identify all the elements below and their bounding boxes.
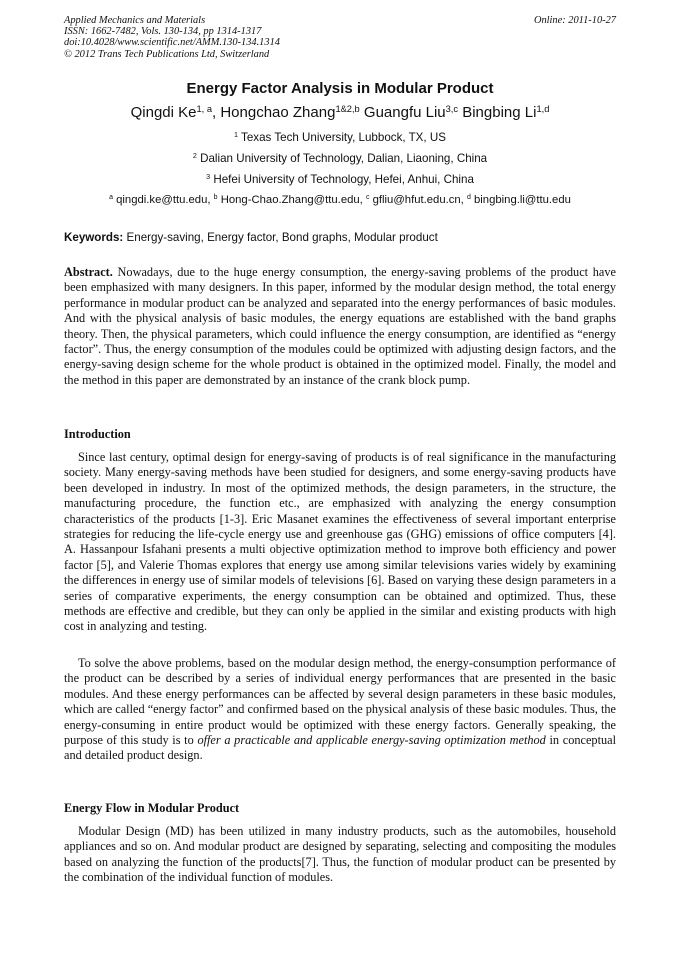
- doi-line: doi:10.4028/www.scientific.net/AMM.130-134.1314: [64, 37, 280, 49]
- affiliation: [64, 152, 616, 165]
- author-list: Qingdi Ke$^{1, a}$, Hongchao Zhang$^{1\&2,b}$ Guangfu Liu$^{3,c}$ Bingbing Li$^{1,d}$: [130, 103, 550, 121]
- abstract-label: Abstract.: [64, 265, 113, 279]
- abstract-paragraph: [64, 265, 616, 388]
- email-address: bingbing.li@ttu.edu: [474, 194, 571, 206]
- email-address: qingdi.ke@ttu.edu,: [116, 194, 211, 206]
- energy-flow-paragraph-1: Modular Design (MD) has been utilized in many industry products, such as the automobiles, household appliances and so on. And modular product are designed by separating, selecting and compositing the modules based on analyzing the function of the products[7]. Thus, the function of modular product can be presented by the combination of the individual function of modules.: [64, 824, 616, 885]
- affiliation: [64, 173, 616, 186]
- author-name: Qingdi Ke: [130, 104, 197, 121]
- affiliation-text: Dalian University of Technology, Dalian, Liaoning, China: [200, 152, 488, 165]
- author-superscript: 1,d: [536, 103, 550, 114]
- affiliation-text: Hefei University of Technology, Hefei, Anhui, China: [213, 173, 474, 186]
- email-superscript: d: [466, 194, 471, 202]
- keywords-line: [64, 231, 616, 244]
- paragraph-text: To solve the above problems, based on the modular design method, the energy-consumption performance of the product can be described by a series of individual energy performances that are presented in the basic modules. And these energy performances can be affected by several design parameters in these basic modules, which are called “energy factor” and confirmed based on the physical analysis of these basic modules. Thus, the energy-consuming in entire product would be optimized with these energy factors. Generally speaking, the purpose of this study is to: [64, 656, 616, 748]
- email-address: Hong-Chao.Zhang@ttu.edu,: [220, 194, 363, 206]
- email-address: gfliu@hfut.edu.cn,: [372, 194, 464, 206]
- affiliation-superscript: 1: [234, 130, 239, 140]
- author-name: Bingbing Li: [462, 104, 537, 121]
- paragraph-text: in conceptual and detailed product design.: [64, 733, 617, 763]
- affiliation-superscript: 3: [206, 172, 211, 182]
- email-superscript: a: [109, 194, 113, 202]
- author-superscript: 1, a: [196, 103, 212, 114]
- keywords-label: Keywords:: [64, 231, 124, 244]
- online-date: Online: 2011-10-27: [533, 15, 616, 26]
- email-superscript: c: [365, 194, 370, 202]
- email-superscript: b: [213, 194, 218, 202]
- introduction-heading: Introduction: [64, 427, 131, 441]
- journal-name: Applied Mechanics and Materials: [64, 15, 206, 26]
- introduction-paragraph-2: [64, 656, 616, 764]
- keywords-text: Energy-saving, Energy factor, Bond graphs, Modular product: [126, 231, 438, 244]
- author-name: Guangfu Liu: [363, 104, 446, 121]
- author-name: Hongchao Zhang: [220, 104, 336, 121]
- issn-line: ISSN: 1662-7482, Vols. 130-134, pp 1314-1317: [64, 26, 262, 38]
- copyright-line: © 2012 Trans Tech Publications Ltd, Switzerland: [64, 48, 270, 60]
- affiliation-text: Texas Tech University, Lubbock, TX, US: [241, 131, 446, 144]
- paper-title: Energy Factor Analysis in Modular Product: [186, 80, 494, 97]
- affiliation-superscript: 2: [192, 151, 197, 161]
- journal-header: [64, 15, 616, 60]
- energy-flow-heading: Energy Flow in Modular Product: [64, 801, 240, 815]
- introduction-paragraph-1: Since last century, optimal design for energy-saving of products is of real significance in the manufacturing society. Many energy-saving methods have been studied for designers, and some energy-saving products have been developed in industry. In most of the optimized methods, the design parameters, in the structure, the manufacturing procedure, the function etc., are emphasized with analyzing the energy consumption characteristics of the products [1-3]. Eric Masanet examines the effectiveness of several important enterprise strategies for reducing the life-cycle energy use and greenhouse gas (GHG) emissions of office computers [4]. A. Hassanpour Isfahani presents a multi objective optimization method to improve both efficiency and power factor [5], and Valerie Thomas explores that energy use among similar televisions varies widely by examining the differences in energy use of similar models of televisions [6]. Based on varying these design parameters in a series of comparative experiments, the energy consumption can be obtained and optimized. Thus, these methods are effective and credible, but they can only be applied in the similar and existing products with high cost in analyzing and testing.: [64, 450, 616, 634]
- affiliation: [64, 131, 616, 144]
- email-list: [64, 194, 616, 206]
- author-superscript: 1&2,b: [335, 103, 360, 114]
- author-superscript: 3,c: [445, 103, 459, 114]
- emphasized-text: offer a practicable and applicable energy-saving optimization method: [197, 733, 546, 748]
- abstract-text: Nowadays, due to the huge energy consumption, the energy-saving problems of the product have been emphasized with many designers. In this paper, informed by the modular design method, the total energy performance in modular product can be analyzed and separated into the energy performances of basic modules. And with the physical analysis of basic modules, the energy equations are established with the band graphs theory. Then, the physical parameters, which could influence the energy consumption, are identified as “energy factor”. Thus, the energy consumption of the modules could be optimized with adjusting design factors, and the energy-saving design scheme for the whole product is obtained in the optimized model. Finally, the model and the method in this paper are demonstrated by an instance of the crank block pump.: [64, 265, 616, 387]
